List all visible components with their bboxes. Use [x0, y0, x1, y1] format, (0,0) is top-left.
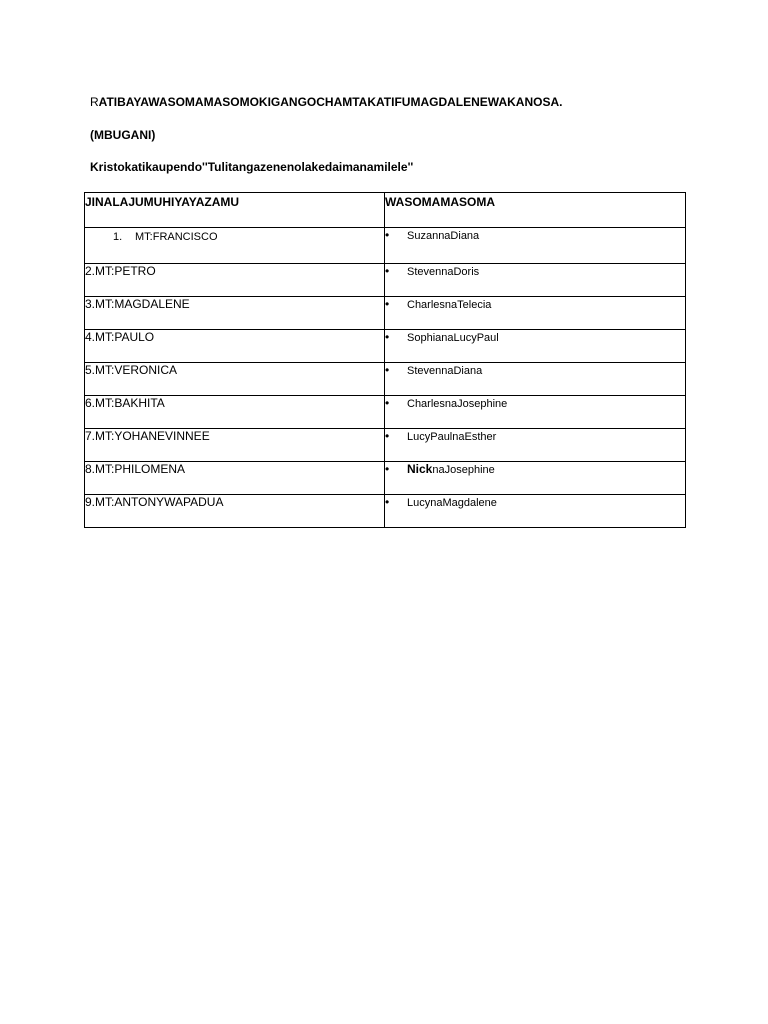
row-readers: [385, 363, 686, 396]
document-quote: Kristokatikaupendo''Tulitangazenenolakedaimanamilele'': [90, 160, 414, 174]
row-week-name: 5.MT:VERONICA: [85, 363, 385, 396]
table-row: [85, 396, 686, 429]
row-week-name: 7.MT:YOHANEVINNEE: [85, 429, 385, 462]
header-readers: WASOMAMASOMA: [385, 193, 686, 228]
row-week-name-text: MT:FRANCISCO: [135, 231, 218, 243]
row-week-name: 6.MT:BAKHITA: [85, 396, 385, 429]
row-readers-text: StevennaDoris: [407, 266, 480, 278]
table-row: [85, 363, 686, 396]
row-readers-bold-text: Nick: [407, 462, 433, 476]
schedule-table: [84, 192, 686, 528]
table-row: [85, 264, 686, 297]
bullet-icon: •: [385, 297, 390, 311]
row-readers: [385, 228, 686, 264]
row-week-name: 8.MT:PHILOMENA: [85, 462, 385, 495]
document-title-first-letter: R: [90, 95, 99, 109]
row-week-name: 3.MT:MAGDALENE: [85, 297, 385, 330]
table-row: [85, 462, 686, 495]
row-readers-text: SophianaLucyPaul: [407, 332, 499, 344]
table-row: [85, 330, 686, 363]
row-readers-text: LucynaMagdalene: [407, 497, 497, 509]
table-header-row: [85, 193, 686, 228]
row-readers: [385, 429, 686, 462]
row-readers-text: StevennaDiana: [407, 365, 483, 377]
row-readers-text: CharlesnaJosephine: [407, 398, 508, 410]
bullet-icon: •: [385, 228, 390, 242]
row-readers-text: SuzannaDiana: [407, 230, 480, 242]
table-row: [85, 228, 686, 264]
row-week-name: 9.MT:ANTONYWAPADUA: [85, 495, 385, 528]
row-number: 1.: [113, 231, 123, 243]
row-readers: [385, 396, 686, 429]
table-row: [85, 495, 686, 528]
table-row: [85, 297, 686, 330]
bullet-icon: •: [385, 396, 390, 410]
row-readers: [385, 264, 686, 297]
row-week-name: 4.MT:PAULO: [85, 330, 385, 363]
bullet-icon: •: [385, 429, 390, 443]
row-readers-text: naJosephine: [432, 464, 495, 476]
document-title: [90, 95, 562, 109]
bullet-icon: •: [385, 495, 390, 509]
bullet-icon: •: [385, 330, 390, 344]
row-readers: [385, 495, 686, 528]
table-row: [85, 429, 686, 462]
row-week-name: [85, 228, 385, 264]
row-readers: [385, 330, 686, 363]
row-readers: [385, 297, 686, 330]
bullet-icon: •: [385, 462, 390, 476]
document-title-rest: ATIBAYAWASOMAMASOMOKIGANGOCHAMTAKATIFUMAGDALENEWAKANOSA.: [98, 95, 563, 109]
row-readers-text: LucyPaulnaEsther: [407, 431, 497, 443]
document-subtitle: (MBUGANI): [90, 128, 156, 142]
header-week-name: JINALAJUMUHIYAYAZAMU: [85, 193, 385, 228]
row-week-name: 2.MT:PETRO: [85, 264, 385, 297]
bullet-icon: •: [385, 363, 390, 377]
bullet-icon: •: [385, 264, 390, 278]
row-readers: [385, 462, 686, 495]
row-readers-text: CharlesnaTelecia: [407, 299, 492, 311]
